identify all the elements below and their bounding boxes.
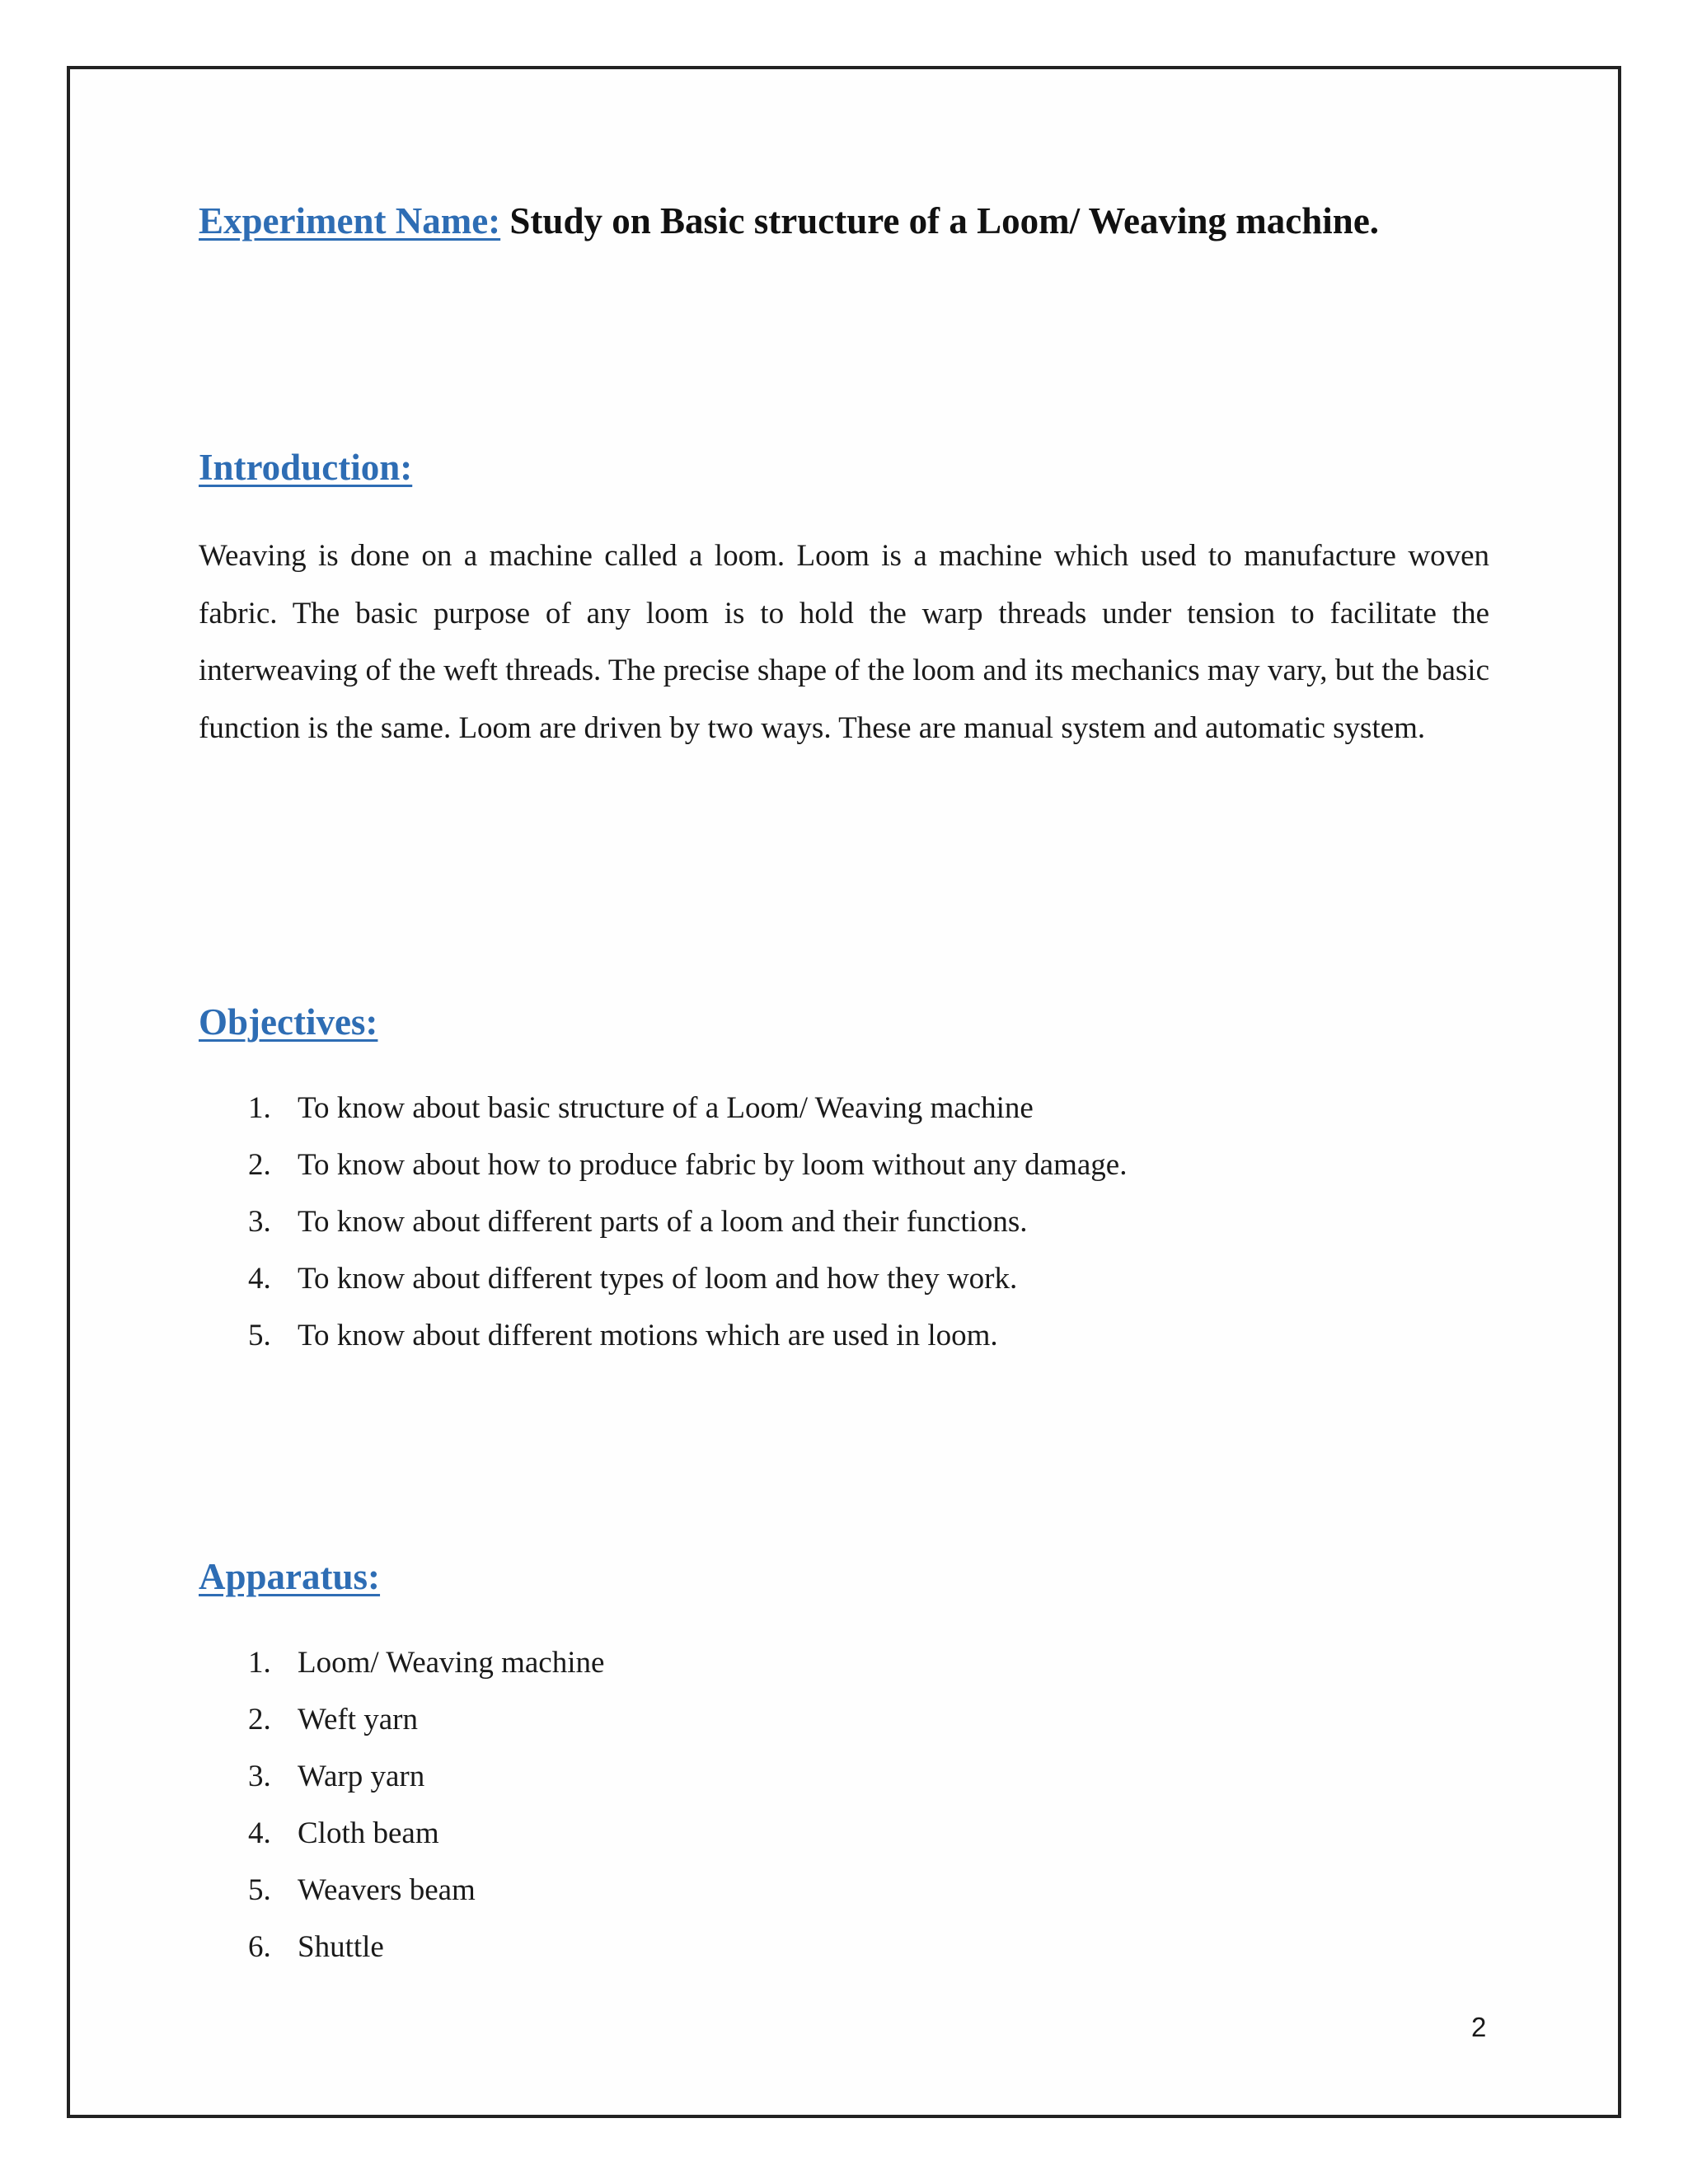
introduction-heading: Introduction: [199, 447, 413, 488]
list-item-text: Loom/ Weaving machine [298, 1646, 605, 1680]
list-item [199, 1307, 1489, 1364]
list-item [199, 1137, 1489, 1193]
list-item-number: 1. [248, 1091, 271, 1125]
list-item-text: Shuttle [298, 1930, 384, 1964]
list-item-number: 1. [248, 1646, 271, 1680]
apparatus-heading: Apparatus: [199, 1556, 381, 1597]
list-item-number: 3. [248, 1205, 271, 1239]
list-item [199, 1805, 1489, 1862]
page-number: 2 [1471, 2012, 1487, 2042]
list-item-text: To know about different parts of a loom and their functions. [298, 1205, 1028, 1239]
list-item-text: Weft yarn [298, 1703, 418, 1736]
list-item-text: Warp yarn [298, 1760, 425, 1793]
list-item-text: To know about how to produce fabric by loom without any damage. [298, 1148, 1128, 1182]
apparatus-list [199, 1634, 1489, 1975]
list-item-number: 5. [248, 1319, 271, 1352]
list-item-text: Weavers beam [298, 1873, 476, 1907]
list-item-number: 5. [248, 1873, 271, 1907]
experiment-title-line [199, 196, 1379, 246]
list-item-number: 2. [248, 1703, 271, 1736]
list-item-number: 2. [248, 1148, 271, 1182]
list-item [199, 1250, 1489, 1307]
list-item-number: 4. [248, 1816, 271, 1850]
experiment-title: Study on Basic structure of a Loom/ Weaving machine. [509, 200, 1380, 241]
list-item-number: 6. [248, 1930, 271, 1964]
introduction-paragraph: Weaving is done on a machine called a loom. Loom is a machine which used to manufacture woven fabric. The basic purpose of any loom is to hold the warp threads under tension to facilitate the interweaving of the weft threads. The precise shape of the loom and its mechanics may vary, but the basic function is the same. Loom are driven by two ways. These are manual system and automatic system. [199, 539, 1489, 745]
experiment-name-label: Experiment Name: [199, 200, 501, 241]
list-item [199, 1691, 1489, 1748]
list-item-text: To know about different types of loom and how they work. [298, 1262, 1018, 1296]
list-item [199, 1634, 1489, 1691]
list-item-text: To know about basic structure of a Loom/ Weaving machine [298, 1091, 1034, 1125]
objectives-list [199, 1080, 1489, 1364]
list-item [199, 1080, 1489, 1137]
list-item [199, 1748, 1489, 1805]
list-item-text: Cloth beam [298, 1816, 439, 1850]
list-item [199, 1193, 1489, 1250]
list-item [199, 1919, 1489, 1975]
list-item-number: 4. [248, 1262, 271, 1296]
list-item [199, 1862, 1489, 1919]
list-item-text: To know about different motions which are used in loom. [298, 1319, 998, 1352]
list-item-number: 3. [248, 1760, 271, 1793]
objectives-heading: Objectives: [199, 1001, 378, 1043]
